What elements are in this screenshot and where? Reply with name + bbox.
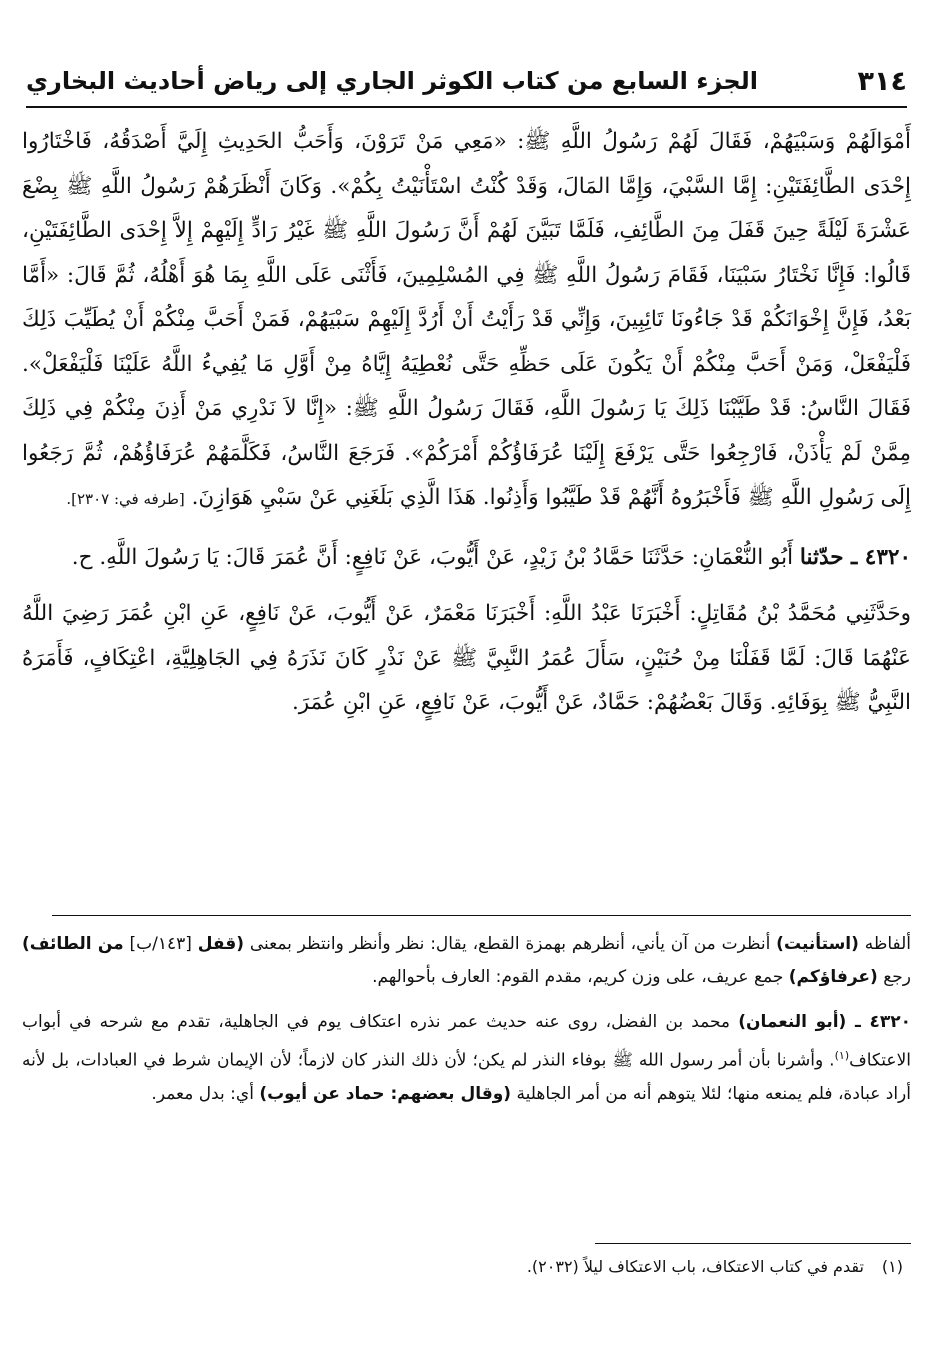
explanation: رجع <box>883 967 911 987</box>
explanation: أي: بدل معمر. <box>151 1083 254 1104</box>
hadith-paragraph-3 <box>22 592 911 726</box>
term: (استأنيت) <box>776 934 859 954</box>
paragraph-body: أَبُو النُّعْمَانِ: حَدَّثَنَا حَمَّادُ بْنُ زَيْدٍ، عَنْ أَيُّوبَ، عَنْ نَافِعٍ: أَنَّ عُمَرَ قَالَ: يَا رَسُولَ اللَّهِ. ح. <box>71 544 794 570</box>
page-header <box>26 56 907 108</box>
term: (قفل <box>197 934 245 954</box>
hadith-paragraph-2 <box>22 536 911 581</box>
page-number: ٣١٤ <box>857 65 907 97</box>
commentary-lead: ألفاظه <box>864 934 912 954</box>
term: ٤٣٢٠ ـ (أبو النعمان) <box>738 1012 911 1032</box>
hadith-text <box>22 120 911 726</box>
hadith-number: ٤٣٢٠ ـ حدّثنا <box>799 544 911 570</box>
cross-reference: [طرفه في: ٢٣٠٧]. <box>66 490 185 508</box>
hadith-paragraph-1 <box>22 120 911 522</box>
running-title: الجزء السابع من كتاب الكوثر الجاري إلى رياض أحاديث البخاري <box>26 67 758 95</box>
explanation: . وأشرنا بأن أمر رسول الله ﷺ بوفاء النذر لم يكن؛ لأن ذلك النذر كان لازماً؛ لأن الإيمان شرط في العبادات، بل لأنه أراد عبادة، فلم يمنعه منها؛ لئلا يتوهم أنه من أمر الجاهلية <box>22 1050 911 1104</box>
footnote <box>22 1252 903 1282</box>
commentary-paragraph-1 <box>22 928 911 994</box>
paragraph-body: أَمْوَالَهُمْ وَسَبْيَهُمْ، فَقَالَ لَهُمْ رَسُولُ اللَّهِ ﷺ: «مَعِي مَنْ تَرَوْنَ، وَأَحَبُّ الحَدِيثِ إِلَيَّ أَصْدَقُهُ، فَاخْتَارُوا إِحْدَى الطَّائِفَتَيْنِ: إِمَّا السَّبْيَ، وَإِمَّا المَالَ، وَقَدْ كُنْتُ اسْتَأْنَيْتُ بِكُمْ». وَكَانَ أَنْظَرَهُمْ رَسُولُ اللَّهِ ﷺ بِضْعَ عَشْرَةَ لَيْلَةً حِينَ قَفَلَ مِنَ الطَّائِفِ، فَلَمَّا تَبَيَّنَ لَهُمْ أَنَّ رَسُولَ اللَّهِ ﷺ غَيْرُ رَادٍّ إِلَيْهِمْ إِلاَّ إِحْدَى الطَّائِفَتَيْنِ، قَالُوا: فَإِنَّا نَخْتَارُ سَبْيَنَا، فَقَامَ رَسُولُ اللَّهِ ﷺ فِي المُسْلِمِينَ، فَأَثْنَى عَلَى اللَّهِ بِمَا هُوَ أَهْلُهُ، ثُمَّ قَالَ: «أَمَّا بَعْدُ، فَإِنَّ إِخْوَانَكُمْ قَدْ جَاءُونَا تَائِبِينَ، وَإِنِّي قَدْ رَأَيْتُ أَنْ أَرُدَّ إِلَيْهِمْ سَبْيَهُمْ، فَمَنْ أَحَبَّ مِنْكُمْ أَنْ يُطَيِّبَ ذَلِكَ فَلْيَفْعَلْ، وَمَنْ أَحَبَّ مِنْكُمْ أَنْ يَكُونَ عَلَى حَظِّهِ حَتَّى نُعْطِيَهُ إِيَّاهُ مِنْ أَوَّلِ مَا يُفِيءُ اللَّهُ عَلَيْنَا فَلْيَفْعَلْ». فَقَالَ النَّاسُ: قَدْ طَيَّبْنَا ذَلِكَ يَا رَسُولَ اللَّهِ، فَقَالَ رَسُولُ اللَّهِ ﷺ: «إِنَّا لاَ نَدْرِي مَنْ أَذِنَ مِنْكُمْ فِي ذَلِكَ مِمَّنْ لَمْ يَأْذَنْ، فَارْجِعُوا حَتَّى يَرْفَعَ إِلَيْنَا عُرَفَاؤُكُمْ أَمْرَكُمْ». فَرَجَعَ النَّاسُ، فَكَلَّمَهُمْ عُرَفَاؤُهُمْ، ثُمَّ رَجَعُوا إِلَى رَسُولِ اللَّهِ ﷺ فَأَخْبَرُوهُ أَنَّهُمْ قَدْ طَيَّبُوا وَأَذِنُوا. هَذَا الَّذِي بَلَغَنِي عَنْ سَبْيِ هَوَازِنَ. <box>22 129 911 510</box>
folio-reference: [١٤٣/ب] <box>129 934 192 954</box>
term: من الطائف) <box>22 934 124 954</box>
commentary-paragraph-2 <box>22 1006 911 1111</box>
section-divider <box>52 915 911 916</box>
explanation: جمع عريف، على وزن كريم، مقدم القوم: العارف بأحوالهم. <box>372 967 784 987</box>
footnote-number: (١) <box>881 1257 903 1276</box>
commentary <box>22 928 911 1111</box>
footnote-text: تقدم في كتاب الاعتكاف، باب الاعتكاف ليلاً (٢٠٣٢). <box>526 1257 864 1276</box>
footnote-divider <box>595 1243 911 1244</box>
term: (وقال بعضهم: حماد عن أيوب) <box>259 1083 512 1104</box>
term: (عرفاؤكم) <box>788 967 878 987</box>
explanation: محمد بن الفضل، روى عنه حديث عمر نذره اعتكاف يوم في الجاهلية، تقدم مع شرحه في أبواب الاعتكاف <box>22 1012 911 1071</box>
paragraph-body: وحَدَّثَنِي مُحَمَّدُ بْنُ مُقَاتِلٍ: أَخْبَرَنَا عَبْدُ اللَّهِ: أَخْبَرَنَا مَعْمَرٌ، عَنْ أَيُّوبَ، عَنْ نَافِعٍ، عَنِ ابْنِ عُمَرَ رَضِيَ اللَّهُ عَنْهُمَا قَالَ: لَمَّا قَفَلْنَا مِنْ حُنَيْنٍ، سَأَلَ عُمَرُ النَّبِيَّ ﷺ عَنْ نَذْرٍ كَانَ نَذَرَهُ فِي الجَاهِلِيَّةِ، اعْتِكَافٍ، فَأَمَرَهُ النَّبِيُّ ﷺ بِوَفَائِهِ. وَقَالَ بَعْضُهُمْ: حَمَّادٌ، عَنْ أَيُّوبَ، عَنْ نَافِعٍ، عَنِ ابْنِ عُمَرَ. <box>22 601 911 715</box>
footnote-marker[interactable]: (١) <box>834 1049 850 1062</box>
explanation: أنظرت من آن يأني، أنظرهم بهمزة القطع، يقال: نظر وأنظر وانتظر بمعنى <box>249 934 771 954</box>
